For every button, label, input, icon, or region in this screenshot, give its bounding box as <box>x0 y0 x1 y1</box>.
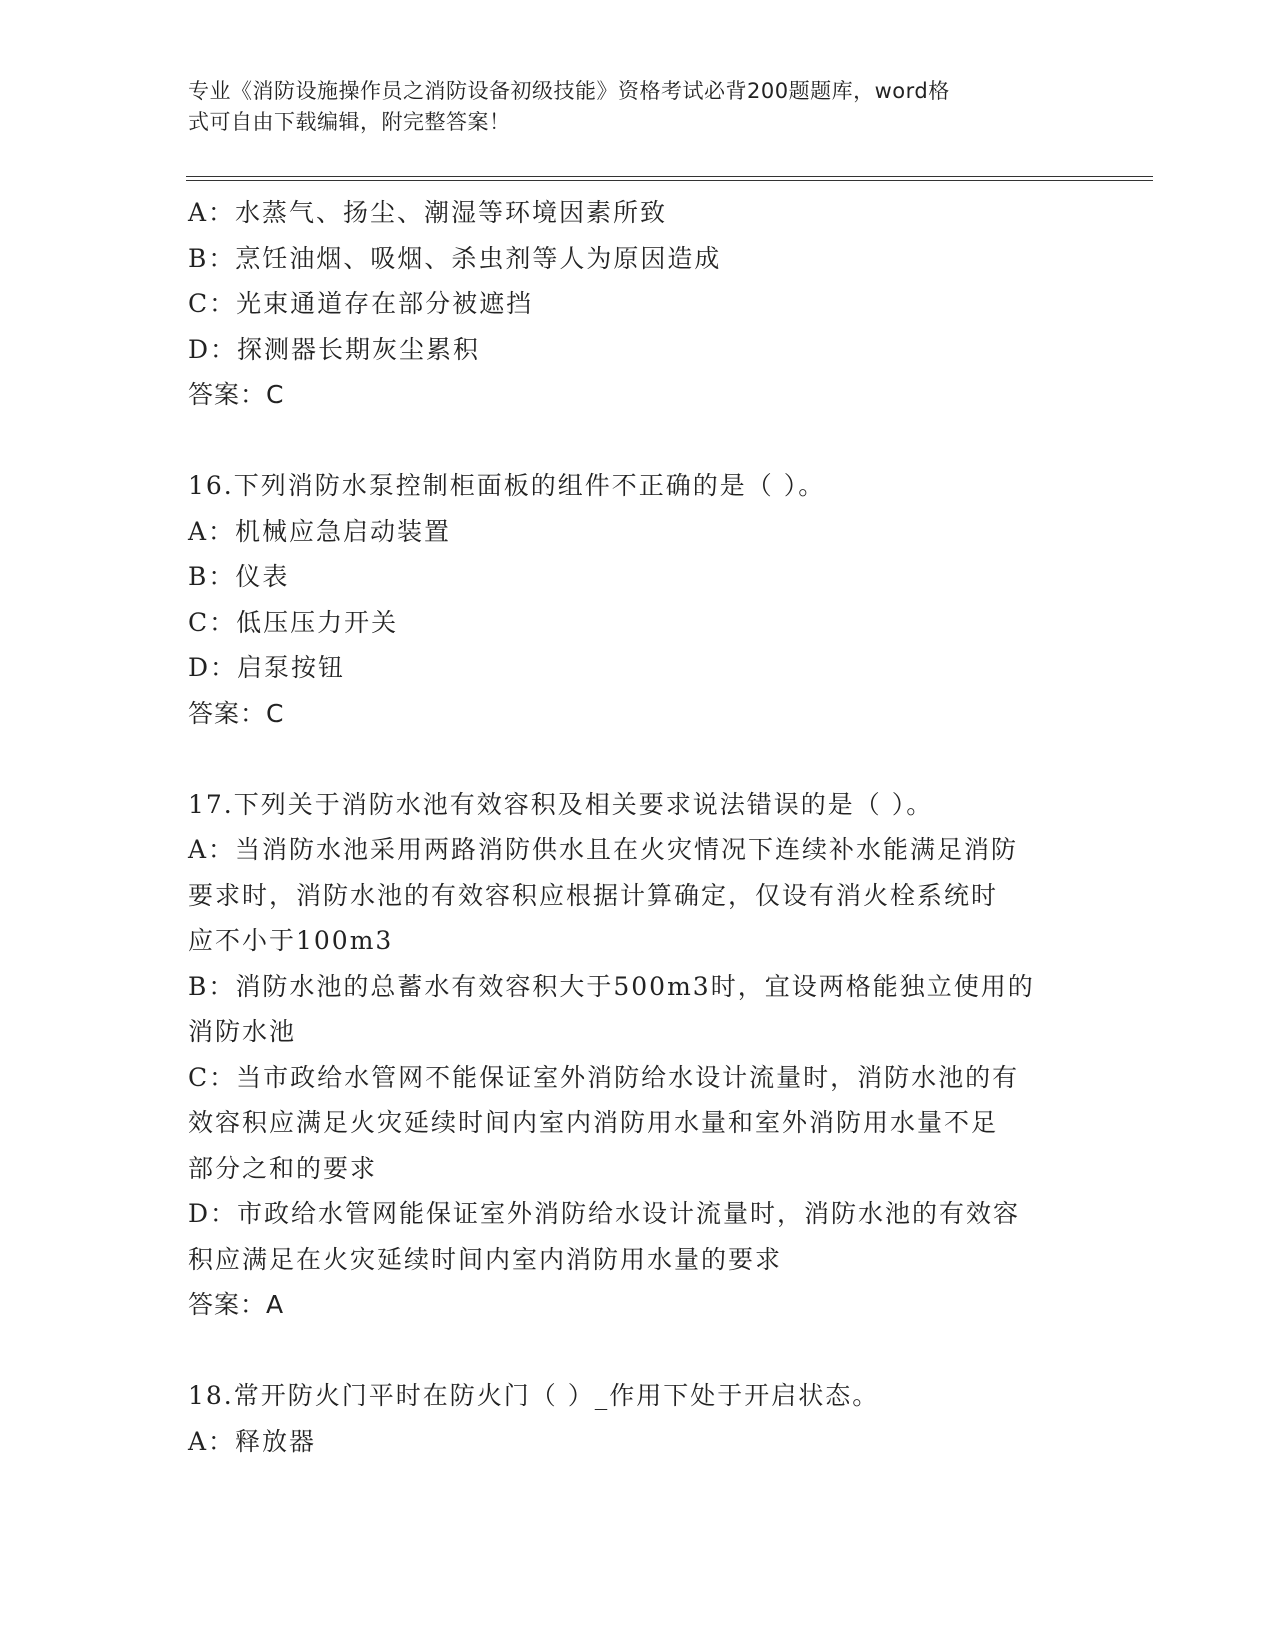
option-a: A：水蒸气、扬尘、潮湿等环境因素所致 <box>188 198 668 227</box>
option-b-line-1: B：消防水池的总蓄水有效容积大于500m3时，宜设两格能独立使用的 <box>188 971 1035 1001</box>
question-18-text: 18.常开防火门平时在防火门（ ）_作用下处于开启状态。 <box>188 1381 880 1410</box>
header-divider-bottom <box>186 180 1153 181</box>
option-c: C：低压压力开关 <box>188 607 399 637</box>
option-d: D：启泵按钮 <box>188 653 346 682</box>
option-a-line-1: A：当消防水池采用两路消防供水且在火灾情况下连续补水能满足消防 <box>188 835 1019 864</box>
option-d-line-2: 积应满足在火灾延续时间内室内消防用水量的要求 <box>188 1244 783 1274</box>
spacer <box>188 418 1068 464</box>
option-c: C：光束通道存在部分被遮挡 <box>188 289 534 318</box>
option-c-line-3: 部分之和的要求 <box>188 1153 378 1183</box>
option-b: B：仪表 <box>188 562 290 591</box>
option-b: B：烹饪油烟、吸烟、杀虫剂等人为原因造成 <box>188 243 722 273</box>
question-16-text: 16.下列消防水泵控制柜面板的组件不正确的是（ ）。 <box>188 471 826 500</box>
option-a-line-3: 应不小于100m3 <box>188 926 394 955</box>
option-c-line-2: 效容积应满足火灾延续时间内室内消防用水量和室外消防用水量不足 <box>188 1108 999 1137</box>
option-a-line-2: 要求时，消防水池的有效容积应根据计算确定，仅设有消火栓系统时 <box>188 880 999 910</box>
question-17-text: 17.下列关于消防水池有效容积及相关要求说法错误的是（ ）。 <box>188 789 934 819</box>
option-a: A：机械应急启动装置 <box>188 516 452 546</box>
option-d: D：探测器长期灰尘累积 <box>188 334 481 364</box>
header-line-2: 式可自由下载编辑，附完整答案！ <box>188 110 511 134</box>
header-line-1: 专业《消防设施操作员之消防设备初级技能》资格考试必背200题题库，word格 <box>188 79 950 103</box>
spacer <box>188 1328 1068 1374</box>
answer-line: 答案：A <box>188 1290 285 1319</box>
header-divider-top <box>186 176 1153 177</box>
answer-line: 答案：C <box>188 698 285 728</box>
option-b-line-2: 消防水池 <box>188 1017 297 1046</box>
spacer <box>188 736 1068 782</box>
document-header <box>188 76 1068 138</box>
option-c-line-1: C：当市政给水管网不能保证室外消防给水设计流量时，消防水池的有 <box>188 1062 1020 1092</box>
question-content <box>188 190 1068 1464</box>
answer-line: 答案：C <box>188 380 285 409</box>
option-d-line-1: D：市政给水管网能保证室外消防给水设计流量时，消防水池的有效容 <box>188 1199 1021 1228</box>
option-a: A：释放器 <box>188 1426 317 1456</box>
